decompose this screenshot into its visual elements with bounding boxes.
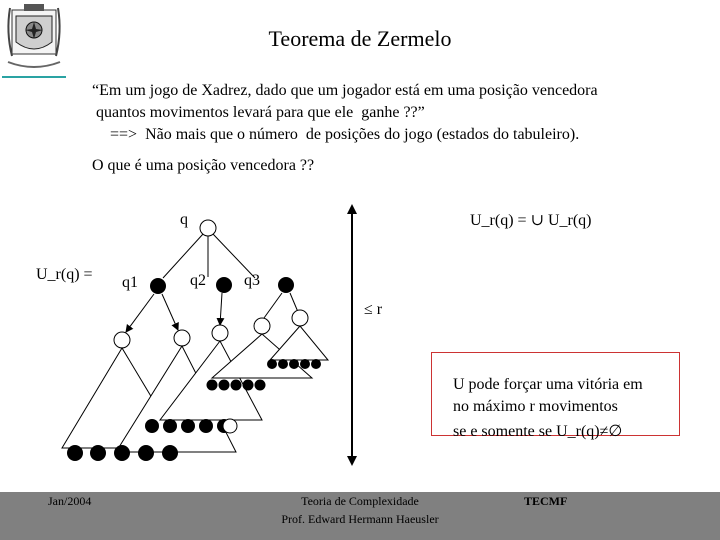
leaf-node — [163, 419, 177, 433]
quote-line-3: ==> Não mais que o número de posições do jogo (estados do tabuleiro). — [110, 126, 580, 143]
depth-label: ≤ r — [364, 301, 383, 318]
child-node-q1 — [150, 278, 166, 294]
leaf-node — [90, 445, 106, 461]
slide-title: Teorema de Zermelo — [268, 26, 452, 51]
left-formula: U_r(q) = — [36, 266, 93, 283]
footer-author: Prof. Edward Hermann Haeusler — [281, 512, 439, 526]
root-label: q — [180, 211, 188, 228]
leaf-node — [145, 419, 159, 433]
leaf-node — [255, 380, 266, 391]
leaf-node — [199, 419, 213, 433]
child-label-q2: q2 — [190, 272, 206, 289]
leaf-node — [114, 445, 130, 461]
box-line-1: U pode forçar uma vitória em — [453, 376, 643, 393]
subtree-triangle — [270, 326, 328, 360]
grandchild-node — [254, 318, 270, 334]
leaf-node — [138, 445, 154, 461]
footer-org: TECMF — [524, 494, 568, 508]
grandchild-node — [292, 310, 308, 326]
leaf-node — [67, 445, 83, 461]
grandchild-node — [114, 332, 130, 348]
leaf-node-open — [223, 419, 237, 433]
child-label-q3: q3 — [244, 272, 260, 289]
leaf-node — [278, 359, 288, 369]
quote-line-1: “Em um jogo de Xadrez, dado que um jogador está em uma posição vencedora — [92, 82, 598, 99]
leaf-node — [267, 359, 277, 369]
leaf-node — [300, 359, 310, 369]
leaf-node — [243, 380, 254, 391]
box-line-2: no máximo r movimentos — [453, 398, 618, 415]
footer-bar — [0, 492, 720, 540]
footer-course: Teoria de Complexidade — [301, 494, 419, 508]
leaf-node — [311, 359, 321, 369]
leaf-node — [289, 359, 299, 369]
box-line-3: se e somente se U_r(q)≠∅ — [453, 423, 623, 440]
question-text: O que é uma posição vencedora ?? — [92, 157, 315, 174]
right-formula: U_r(q) = ∪ U_r(q) — [470, 212, 592, 229]
child-label-q1: q1 — [122, 274, 138, 291]
leaf-node — [207, 380, 218, 391]
child-node-q2 — [216, 277, 232, 293]
leaf-node — [162, 445, 178, 461]
leaf-node — [181, 419, 195, 433]
root-node — [200, 220, 216, 236]
quote-line-2: quantos movimentos levará para que ele ganhe ??” — [96, 104, 425, 121]
child-node-q3 — [278, 277, 294, 293]
grandchild-node — [174, 330, 190, 346]
leaf-node — [219, 380, 230, 391]
leaf-node — [231, 380, 242, 391]
footer-date: Jan/2004 — [48, 494, 92, 508]
grandchild-node — [212, 325, 228, 341]
